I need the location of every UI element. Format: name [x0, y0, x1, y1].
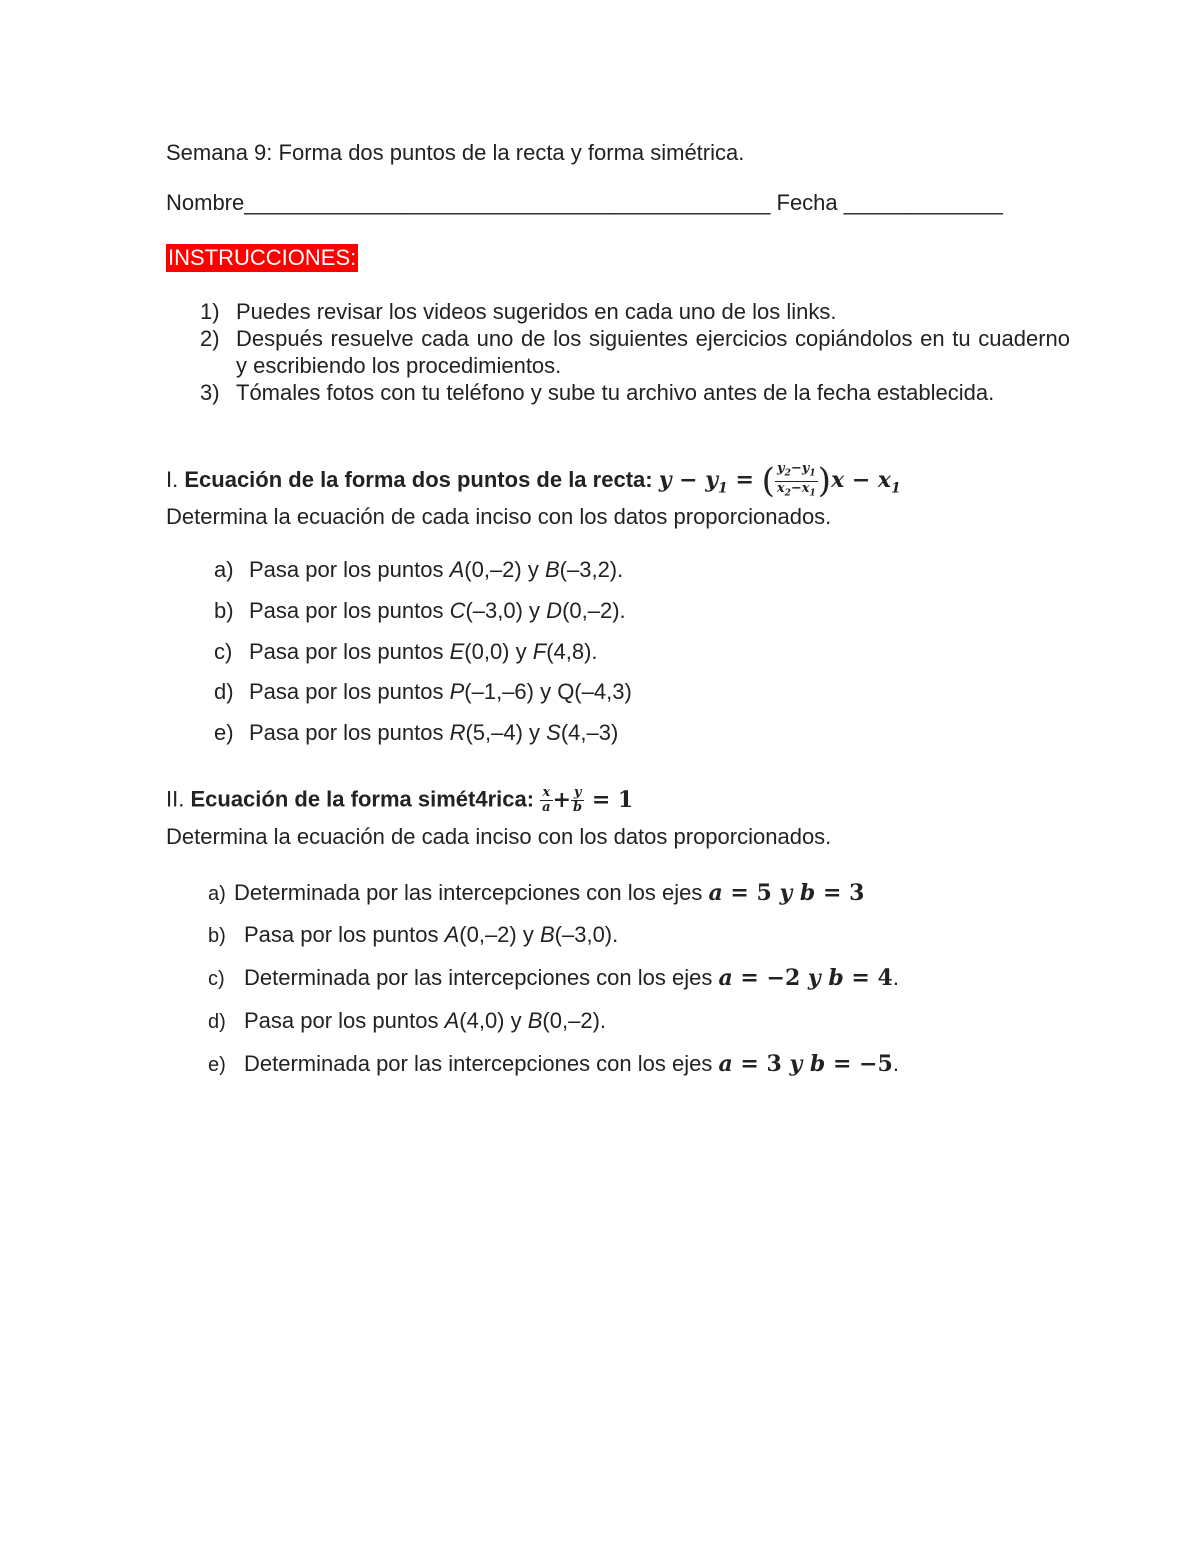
point-name: C — [449, 598, 466, 623]
section-2-item — [208, 1051, 899, 1077]
point-coords: (4,0) y — [459, 1008, 528, 1033]
point-name: A — [449, 557, 465, 582]
point-coords: (0,–2). — [562, 598, 626, 623]
symmetric-formula: $\frac{x}{a}$ + $\frac{y}{b}$ = 1 — [542, 785, 634, 815]
point-name: A — [444, 922, 460, 947]
section-2-item — [208, 965, 899, 991]
instructions-label: INSTRUCCIONES: — [168, 245, 357, 270]
item-text: Determinada por las intercepciones con los ejes — [244, 1051, 719, 1076]
point-name: B — [544, 557, 560, 582]
step-text: Puedes revisar los videos sugeridos en cada uno de los links. — [236, 299, 837, 324]
item-text: Determinada por las intercepciones con los ejes — [244, 965, 719, 990]
instruction-step — [166, 298, 1070, 325]
instruction-step — [166, 379, 1070, 406]
name-date-line — [166, 190, 1003, 216]
intercept-values: a = 5 y b = 3 — [708, 880, 865, 906]
step-text: Tómales fotos con tu teléfono y sube tu archivo antes de la fecha establecida. — [236, 380, 995, 405]
point-coords: (–3,0) y — [465, 598, 547, 623]
point-name: P — [449, 679, 465, 704]
a-value: 5 — [756, 880, 772, 906]
point-name: D — [546, 598, 563, 623]
step-text: Después resuelve cada uno de los siguientes ejercicios copiándolos en tu cuaderno y escribiendo los procedimientos. — [236, 326, 1070, 378]
section-1-roman: I. — [166, 467, 179, 493]
section-1-item — [214, 679, 632, 705]
section-1-title: Ecuación de la forma dos puntos de la recta: — [184, 467, 653, 493]
item-label: c) — [214, 639, 233, 664]
point-coords: (5,–4) y — [465, 720, 547, 745]
section-1-description: Determina la ecuación de cada inciso con los datos proporcionados. — [166, 504, 832, 529]
section-2-item — [208, 922, 618, 948]
item-label: b) — [214, 598, 234, 623]
b-value: −5 — [859, 1051, 893, 1077]
item-label: a) — [208, 883, 226, 905]
two-point-formula: $y - y_1$ = ( $\frac{y_2-y_1}{x_2-x_1}$ )$x - x_1$ — [658, 461, 901, 502]
instructions-list — [166, 298, 1070, 406]
item-text: Pasa por los puntos — [249, 679, 450, 704]
step-number: 1) — [200, 299, 220, 324]
point-name: B — [539, 922, 555, 947]
item-text: Pasa por los puntos — [249, 720, 450, 745]
item-text: Pasa por los puntos — [249, 557, 450, 582]
section-1-heading — [166, 462, 901, 500]
section-2-item — [208, 880, 864, 906]
nombre-field: Nombre___________________________________________ — [166, 190, 771, 215]
point-name: A — [444, 1008, 460, 1033]
point-coords: (0,–2) y — [459, 922, 540, 947]
b-value: 3 — [849, 880, 865, 906]
section-2-item — [208, 1008, 606, 1034]
item-label: d) — [208, 1011, 226, 1033]
point-coords: (–3,2). — [559, 557, 624, 582]
item-text: Determinada por las intercepciones con los ejes — [234, 880, 709, 905]
point-coords: (0,–2). — [542, 1008, 607, 1033]
item-text: Pasa por los puntos — [244, 922, 445, 947]
fecha-field: Fecha _____________ — [776, 190, 1003, 215]
item-text: Pasa por los puntos — [249, 598, 450, 623]
item-text: Pasa por los puntos — [249, 639, 450, 664]
section-2-title: Ecuación de la forma simét4rica: — [190, 786, 535, 812]
point-name: F — [532, 639, 547, 664]
point-name: E — [449, 639, 465, 664]
instruction-step — [166, 325, 1070, 379]
a-value: −2 — [766, 965, 801, 991]
section-2-roman: II. — [166, 786, 185, 812]
item-label: e) — [214, 720, 234, 745]
b-value: 4 — [877, 965, 893, 991]
step-number: 2) — [200, 326, 220, 351]
point-name: B — [527, 1008, 543, 1033]
a-value: 3 — [766, 1051, 782, 1077]
section-1-item — [214, 720, 618, 746]
point-name: R — [449, 720, 466, 745]
point-coords: (0,–2) y — [464, 557, 545, 582]
step-number: 3) — [200, 380, 220, 405]
section-2-heading — [166, 786, 633, 815]
point-coords: (–3,0). — [554, 922, 619, 947]
item-label: b) — [208, 925, 226, 947]
item-label: c) — [208, 968, 225, 990]
point-coords: (0,0) y — [464, 639, 533, 664]
point-coords: (4,8). — [546, 639, 598, 664]
point-coords: (4,–3) — [560, 720, 619, 745]
intercept-values: a = 3 y b = −5 — [718, 1051, 893, 1077]
section-1-item — [214, 598, 626, 624]
item-label: d) — [214, 679, 234, 704]
page-title: Semana 9: Forma dos puntos de la recta y forma simétrica. — [166, 140, 745, 165]
item-label: a) — [214, 557, 234, 582]
item-end: . — [892, 1051, 899, 1076]
point-name: S — [546, 720, 561, 745]
point-coords: (–1,–6) y Q(–4,3) — [464, 679, 632, 704]
section-2-description: Determina la ecuación de cada inciso con los datos proporcionados. — [166, 824, 832, 849]
item-text: Pasa por los puntos — [244, 1008, 445, 1033]
item-end: . — [892, 965, 899, 990]
section-1-item — [214, 557, 623, 583]
intercept-values: a = −2 y b = 4 — [718, 965, 893, 991]
section-1-item — [214, 639, 598, 665]
item-label: e) — [208, 1054, 226, 1076]
